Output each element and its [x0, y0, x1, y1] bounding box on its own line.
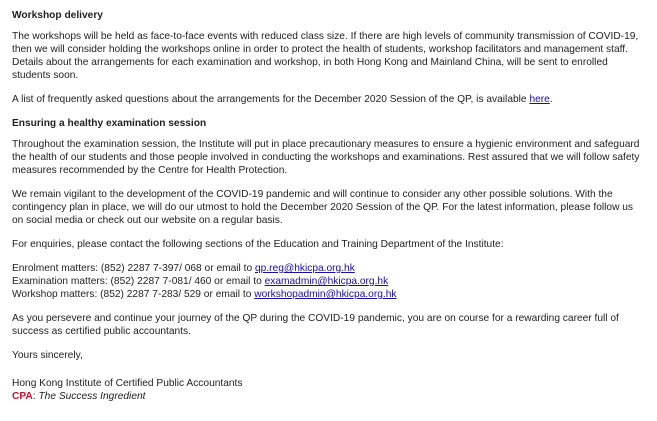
closing-paragraph — [12, 312, 645, 338]
paragraph-line: students soon. — [12, 70, 79, 81]
faq-here-link[interactable]: here — [529, 94, 550, 105]
sign-off: Yours sincerely, — [12, 350, 83, 361]
contact-phone: (852) 2287 7-081/ 460 or email to — [110, 276, 262, 287]
contact-label: Workshop matters: — [12, 289, 98, 300]
healthy-session-heading: Ensuring a healthy examination session — [12, 118, 207, 129]
contact-row-workshop — [12, 288, 645, 301]
paragraph-line: We remain vigilant to the development of the COVID-19 pandemic and will continue to consider any other possible solutions. With the — [12, 189, 613, 200]
paragraph-line: As you persevere and continue your journey of the QP during the COVID-19 pandemic, you are on course for a rewarding career full of — [12, 313, 619, 324]
organization-name: Hong Kong Institute of Certified Public Accountants — [12, 378, 243, 389]
paragraph-line: contingency plan in place, we will do our utmost to hold the December 2020 Session of the QP. For the latest information, please follow us — [12, 202, 634, 213]
signature-block — [12, 377, 645, 403]
contact-label: Enrolment matters: — [12, 263, 99, 274]
tagline-colon: : — [32, 391, 36, 402]
contact-label: Examination matters: — [12, 276, 108, 287]
paragraph-line: success as certified public accountants. — [12, 326, 191, 337]
paragraph-line: Throughout the examination session, the Institute will put in place precautionary measures to ensure a hygienic environment and safeguard — [12, 139, 640, 150]
contact-phone: (852) 2287 7-397/ 068 or email to — [100, 263, 253, 274]
email-link-examination[interactable]: examadmin@hkicpa.org.hk — [264, 276, 389, 287]
workshop-delivery-heading: Workshop delivery — [12, 10, 103, 21]
contact-row-examination — [12, 275, 645, 288]
paragraph-line: then we will consider holding the workshops online in order to protect the health of students, workshop facilitators and management staff. — [12, 44, 628, 55]
paragraph-line: Details about the arrangements for each examination and workshop, in both Hong Kong and Mainland China, will be sent to enrolled — [12, 57, 608, 68]
cpa-logo-text: CPA — [12, 391, 33, 402]
paragraph-line: on social media or check out our website on a regular basis. — [12, 215, 283, 226]
paragraph-line: measures recommended by the Centre for Health Protection. — [12, 165, 288, 176]
tagline-text: The Success Ingredient — [38, 391, 146, 402]
paragraph-line: the health of our students and those people involved in conducting the workshops and examinations. Rest assured that we will follow safety — [12, 152, 640, 163]
faq-period: . — [549, 94, 553, 105]
vigilant-paragraph — [12, 188, 645, 227]
signature-tagline — [12, 390, 645, 403]
contact-list — [12, 262, 645, 301]
healthy-session-paragraph — [12, 138, 645, 177]
email-link-enrolment[interactable]: qp.reg@hkicpa.org.hk — [254, 263, 355, 274]
workshop-delivery-paragraph — [12, 30, 645, 82]
contact-phone: (852) 2287 7-283/ 529 or email to — [100, 289, 252, 300]
contact-row-enrolment — [12, 262, 645, 275]
paragraph-line: The workshops will be held as face-to-face events with reduced class size. If there are high levels of community transmission of COVID-19, — [12, 31, 639, 42]
enquiries-paragraph: For enquiries, please contact the following sections of the Education and Training Department of the Institute: — [12, 239, 504, 250]
faq-paragraph — [12, 93, 645, 106]
faq-text: A list of frequently asked questions about the arrangements for the December 2020 Session of the QP, is available — [12, 94, 527, 105]
email-link-workshop[interactable]: workshopadmin@hkicpa.org.hk — [254, 289, 397, 300]
